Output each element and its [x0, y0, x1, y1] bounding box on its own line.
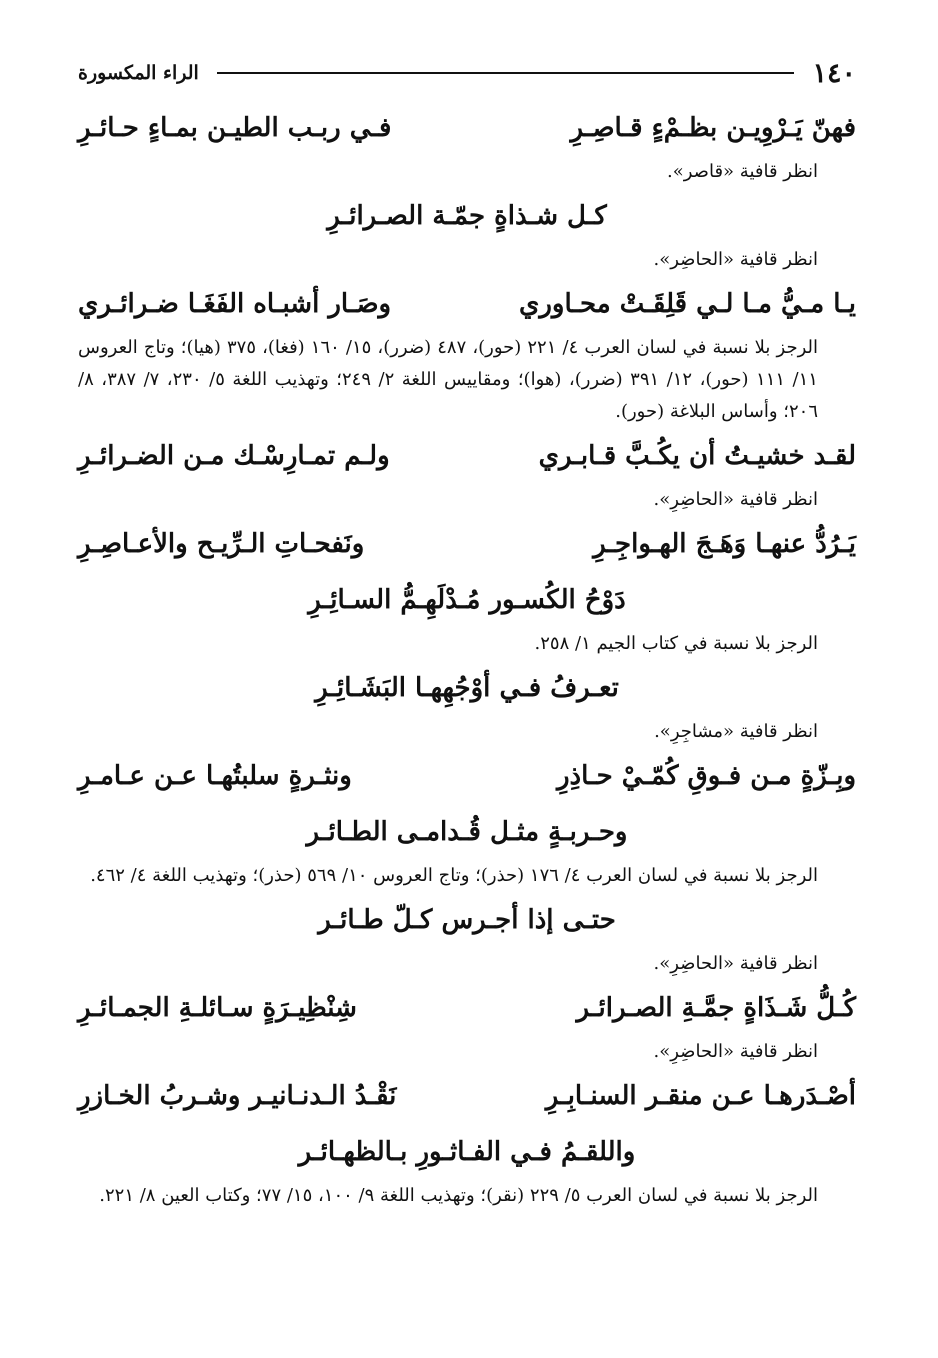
verse-first-hemistich: يَـرُدُّ عنهـا وَهَـجَ الهـواجِـرِ — [593, 529, 856, 559]
page-number: ١٤٠ — [812, 57, 856, 89]
verse-line — [78, 1068, 856, 1124]
running-title: الراء المكسورة — [78, 62, 199, 84]
verse-single-line: واللقـمُ فـي الفـاثـورِ بـالظهـائـر — [298, 1137, 636, 1167]
verse-first-hemistich: وبِـزّةٍ مـن فـوقِ كُمّـيْ حـاذِرِ — [556, 761, 856, 791]
verse-line — [78, 276, 856, 332]
cross-reference-note: انظر قافية «الحاضِرِ». — [653, 953, 818, 974]
verse-first-hemistich: فهنّ يَـرْوِيـن بظـمْءٍ قـاصِـرِ — [570, 113, 856, 143]
cross-reference-note: انظر قافية «الحاضِر». — [653, 249, 818, 270]
verse-second-hemistich: ولـم تمـارِسْـك مـن الضـرائـرِ — [78, 441, 390, 471]
verse-line — [78, 748, 856, 804]
verse-second-hemistich: فـي ربـب الطيـن بمـاءٍ حـائـرِ — [78, 113, 392, 143]
verse-single-line: حتـى إذا أجـرس كـلّ طـائـر — [318, 905, 616, 935]
verse-second-hemistich: وصَـار أشبـاه الفَغَـا ضـرائـري — [78, 289, 392, 319]
verse-first-hemistich: يـا مـيُّ مـا لـي قَلِقَـتْ محـاوري — [519, 289, 856, 319]
verse-line — [78, 980, 856, 1036]
verse-single-line: وحـربـةٍ مثـل قُـدامـى الطـائـر — [306, 817, 628, 847]
verse-line — [78, 100, 856, 156]
verse-single-line: كـل شـذاةٍ جمّـة الصـرائـرِ — [327, 201, 607, 231]
page-body — [78, 100, 856, 1212]
verse-line — [78, 516, 856, 572]
source-citation: الرجز بلا نسبة في لسان العرب ٥/ ٢٢٩ (نقر)؛ وتهذيب اللغة ٩/ ١٠٠، ١٥/ ٧٧؛ وكتاب العين ٨/ ٢٢١. — [99, 1185, 818, 1206]
verse-second-hemistich: نَقْـدُ الـدنـانيـر وشـربُ الخـازرِ — [78, 1081, 397, 1111]
verse-second-hemistich: شِنْظِيـرَةٍ سـائلـةِ الجمـائـرِ — [78, 993, 357, 1023]
cross-reference-note: انظر قافية «قاصر». — [667, 161, 818, 182]
cross-reference-note: انظر قافية «الحاضِرِ». — [653, 1041, 818, 1062]
cross-reference-note: انظر قافية «مشاجِرِ». — [654, 721, 818, 742]
verse-first-hemistich: أصْـدَرهـا عـن منقـر السنـابِـرِ — [545, 1081, 856, 1111]
verse-first-hemistich: لقـد خشيـتُ أن يكُـبَّ قـابـري — [538, 441, 856, 471]
source-citation: الرجز بلا نسبة في لسان العرب ٤/ ٢٢١ (حور)، ٤٨٧ (ضرر)، ١٥/ ١٦٠ (فغا)، ٣٧٥ (هيا)؛ وتاج العروس ١١/ ١١١ (حور)، ١٢/ ٣٩١ (ضرر)، (هوا)؛ ومقاييس اللغة ٢/ ٢٤٩؛ وتهذيب اللغة ٥/ ٢٣٠، ٧/ ٣٨٧، ٨/ ٢٠٦؛ وأساس البلاغة (حور). — [78, 337, 818, 422]
source-citation: الرجز بلا نسبة في لسان العرب ٤/ ١٧٦ (حذر)؛ وتاج العروس ١٠/ ٥٦٩ (حذر)؛ وتهذيب اللغة ٤/ ٤٦٢. — [90, 865, 818, 886]
verse-line — [78, 428, 856, 484]
header-rule — [217, 72, 795, 74]
cross-reference-note: انظر قافية «الحاضِرِ». — [653, 489, 818, 510]
page-header — [78, 58, 856, 88]
verse-second-hemistich: ونثـرةٍ سلبتُهـا عـن عـامـرِ — [78, 761, 352, 791]
source-citation: الرجز بلا نسبة في كتاب الجيم ١/ ٢٥٨. — [534, 633, 818, 654]
verse-second-hemistich: ونَفحـاتِ الـرِّيـح والأعـاصِـرِ — [78, 529, 365, 559]
verse-first-hemistich: كُـلُّ شَـذَاةٍ جمَّـةِ الصـرائـر — [576, 993, 856, 1023]
verse-single-line: تعـرفُ فـي أوْجُهِهـا البَشَـائِـرِ — [315, 673, 619, 703]
verse-single-line: دَوْحُ الكُسـور مُـدْلَهِـمُّ السـائِـرِ — [308, 585, 626, 615]
